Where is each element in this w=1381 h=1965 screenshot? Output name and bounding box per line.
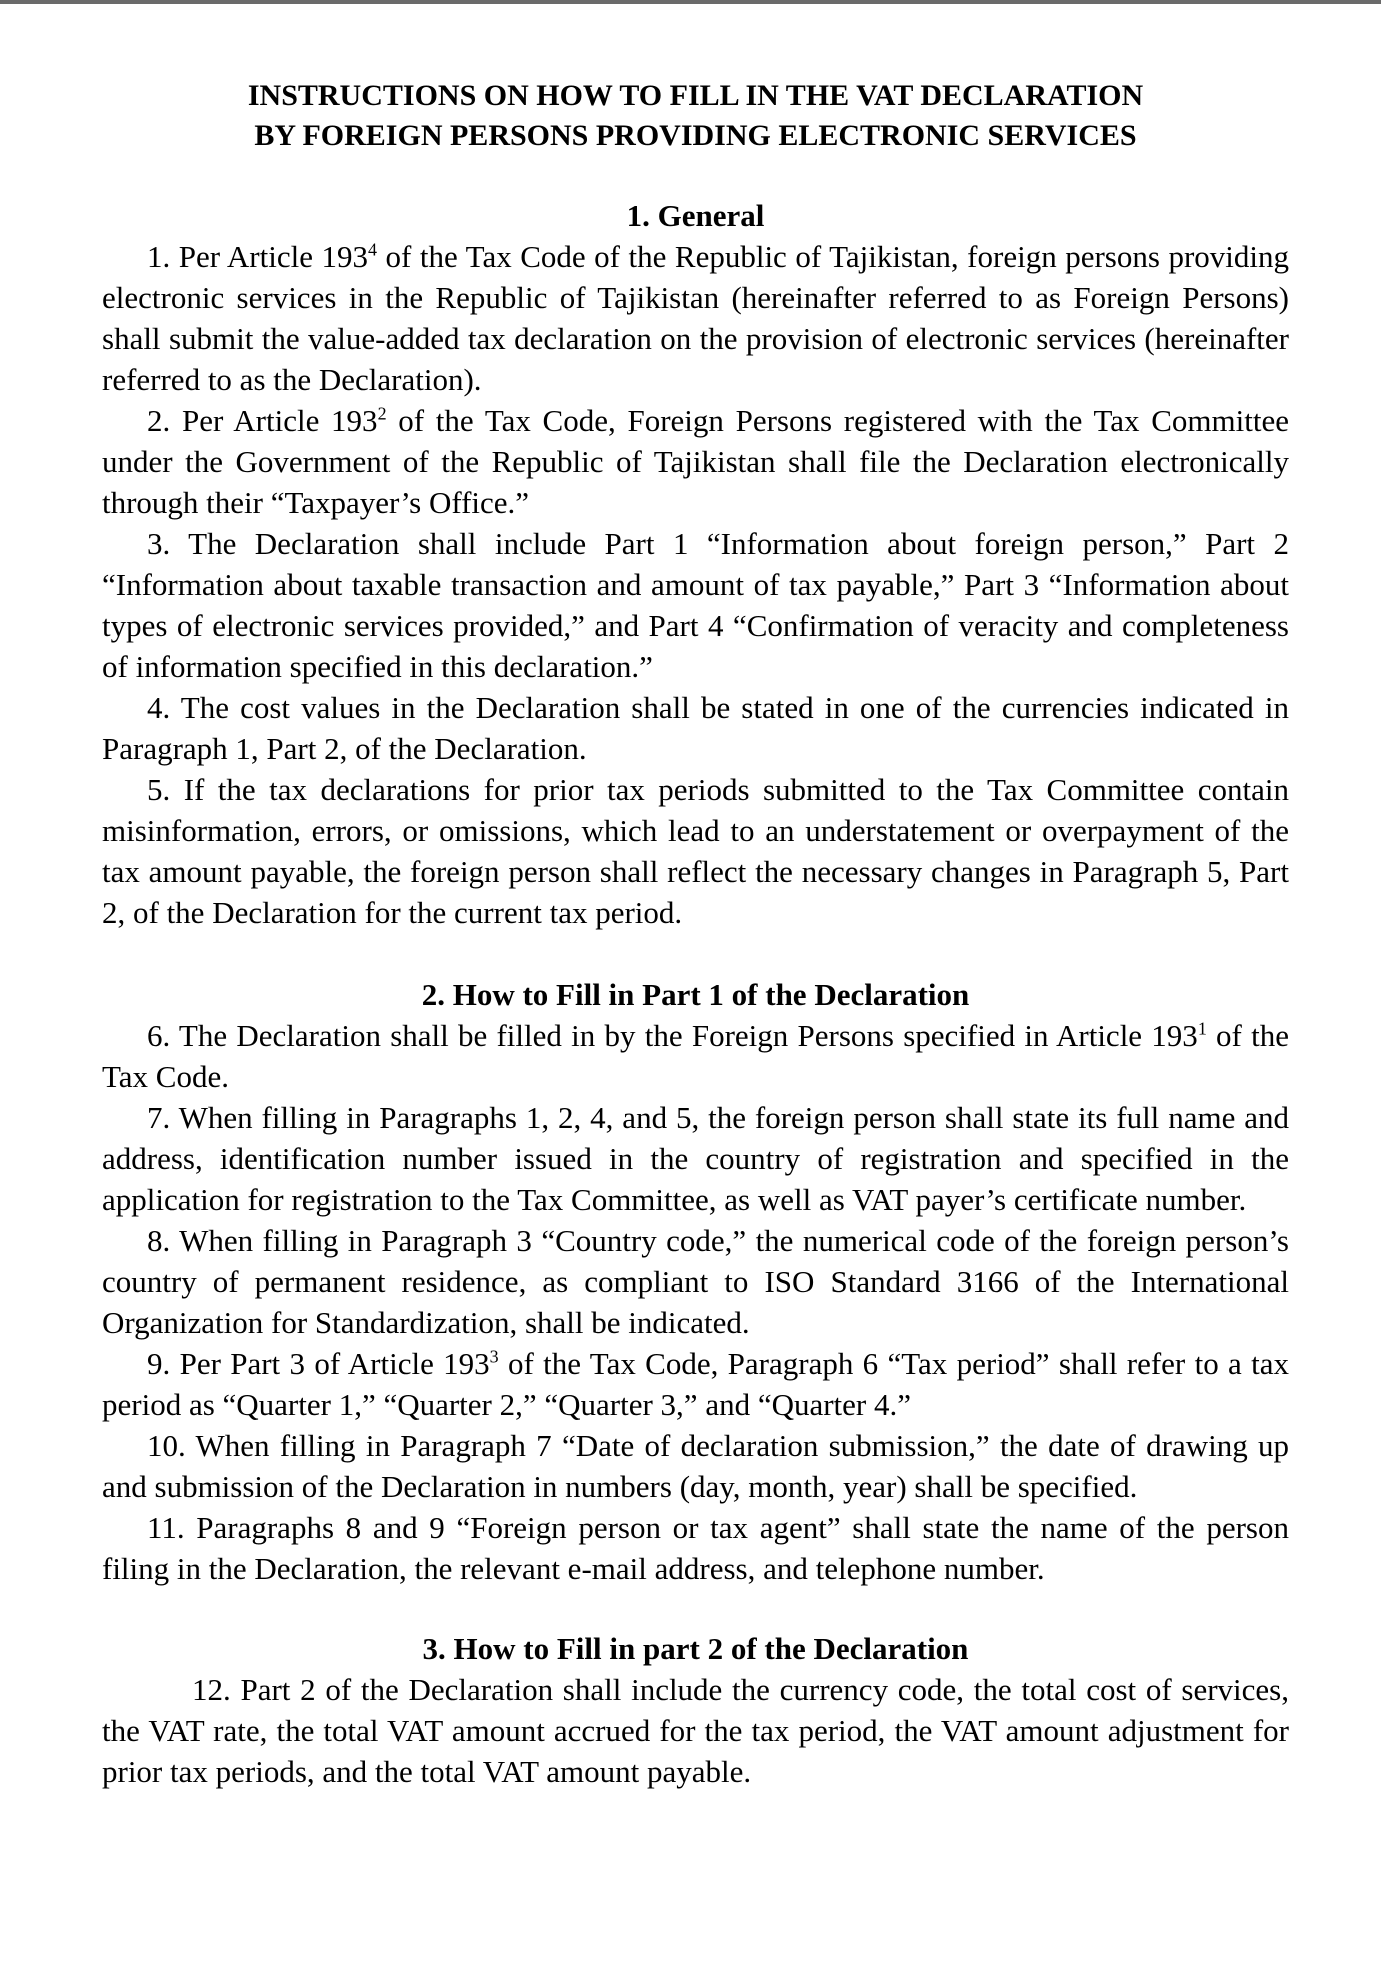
paragraph-2-text-a: 2. Per Article 193 — [147, 403, 378, 438]
document-title — [102, 76, 1289, 156]
paragraph-1-superscript: 4 — [367, 239, 377, 260]
document-title-line-2: BY FOREIGN PERSONS PROVIDING ELECTRONIC SERVICES — [254, 119, 1137, 152]
section-general — [102, 196, 1289, 933]
document-title-line-1: INSTRUCTIONS ON HOW TO FILL IN THE VAT DECLARATION — [247, 79, 1144, 112]
section-part-1 — [102, 975, 1289, 1589]
paragraph-11: 11. Paragraphs 8 and 9 “Foreign person or tax agent” shall state the name of the person filing in the Declaration, the relevant e-mail address, and telephone number. — [102, 1510, 1289, 1586]
paragraph-5: 5. If the tax declarations for prior tax periods submitted to the Tax Committee contain misinformation, errors, or omissions, which lead to an understatement or overpayment of the tax amount payable, the foreign person shall reflect the necessary changes in Paragraph 5, Part 2, of the Declaration for the current tax period. — [102, 772, 1289, 930]
section-heading-part-2: 3. How to Fill in part 2 of the Declaration — [422, 1631, 969, 1666]
paragraph-9-text-b: of the Tax Code, Paragraph 6 “Tax period” shall refer to a tax period as “Quarter 1,” “Quarter 2,” “Quarter 3,” and “Quarter 4.” — [102, 1346, 1289, 1422]
section-heading-part-1: 2. How to Fill in Part 1 of the Declaration — [421, 977, 970, 1012]
paragraph-9-text-a: 9. Per Part 3 of Article 193 — [147, 1346, 490, 1381]
paragraph-2-superscript: 2 — [377, 403, 387, 424]
paragraph-6-text-a: 6. The Declaration shall be filled in by the Foreign Persons specified in Article 193 — [147, 1018, 1198, 1053]
paragraph-6-superscript: 1 — [1197, 1018, 1207, 1039]
paragraph-6-text-b: of the Tax Code. — [102, 1018, 1289, 1094]
paragraph-2-text-b: of the Tax Code, Foreign Persons registered with the Tax Committee under the Government of the Republic of Tajikistan shall file the Declaration electronically through their “Taxpayer’s Office.” — [102, 403, 1290, 520]
section-part-2 — [102, 1629, 1289, 1792]
paragraph-1 — [102, 236, 1289, 400]
section-spacer — [102, 933, 1289, 975]
paragraph-2 — [102, 400, 1289, 523]
paragraph-10: 10. When filling in Paragraph 7 “Date of declaration submission,” the date of drawing up and submission of the Declaration in numbers (day, month, year) shall be specified. — [102, 1428, 1289, 1504]
paragraph-7: 7. When filling in Paragraphs 1, 2, 4, and 5, the foreign person shall state its full name and address, identification number issued in the country of registration and specified in the application for registration to the Tax Committee, as well as VAT payer’s certificate number. — [102, 1100, 1289, 1217]
section-spacer — [102, 1589, 1289, 1629]
paragraph-4: 4. The cost values in the Declaration shall be stated in one of the currencies indicated in Paragraph 1, Part 2, of the Declaration. — [102, 690, 1289, 766]
paragraph-1-text-b: of the Tax Code of the Republic of Tajikistan, foreign persons providing electronic services in the Republic of Tajikistan (hereinafter referred to as Foreign Persons) shall submit the value-added tax declaration on the provision of electronic services (hereinafter referred to as the Declaration). — [102, 239, 1289, 397]
paragraph-9-superscript: 3 — [489, 1346, 499, 1367]
paragraph-9 — [102, 1343, 1289, 1425]
document-page — [102, 76, 1289, 1792]
paragraph-6 — [102, 1015, 1289, 1097]
paragraph-12: 12. Part 2 of the Declaration shall include the currency code, the total cost of services, the VAT rate, the total VAT amount accrued for the tax period, the VAT amount adjustment for prior tax periods, and the total VAT amount payable. — [102, 1672, 1289, 1789]
paragraph-3: 3. The Declaration shall include Part 1 “Information about foreign person,” Part 2 “Information about taxable transaction and amount of tax payable,” Part 3 “Information about types of electronic services provided,” and Part 4 “Confirmation of veracity and completeness of information specified in this declaration.” — [102, 526, 1289, 684]
paragraph-1-text-a: 1. Per Article 193 — [147, 239, 368, 274]
paragraph-8: 8. When filling in Paragraph 3 “Country code,” the numerical code of the foreign person’s country of permanent residence, as compliant to ISO Standard 3166 of the International Organization for Standardization, shall be indicated. — [102, 1223, 1289, 1340]
page-top-border — [0, 0, 1381, 4]
section-heading-general: 1. General — [626, 198, 765, 233]
